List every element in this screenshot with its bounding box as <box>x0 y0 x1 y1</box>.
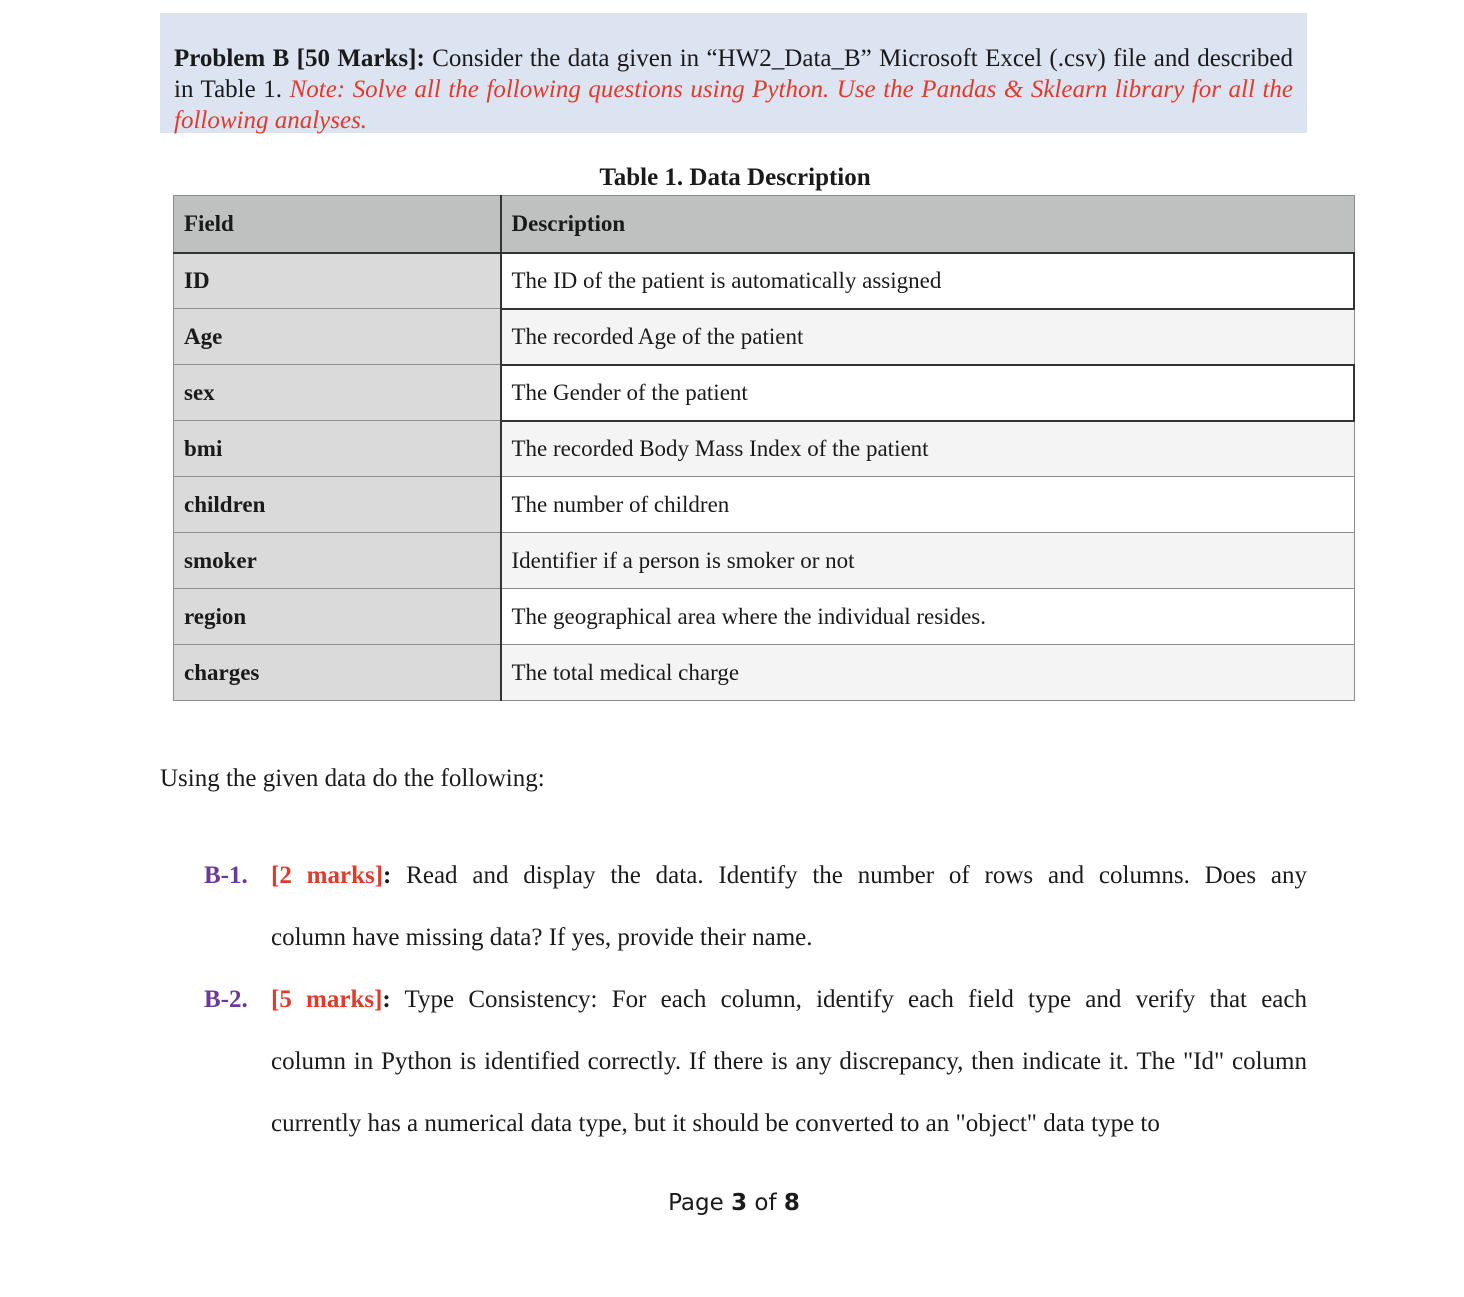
description-cell: The geographical area where the individual resides. <box>501 589 1355 645</box>
table-row <box>174 365 1355 421</box>
problem-title: Problem B [50 Marks]: <box>174 45 425 72</box>
table-header-row <box>174 196 1355 253</box>
table-row <box>174 645 1355 701</box>
instructions-lead: Using the given data do the following: <box>160 765 545 792</box>
question-marks: [2 marks] <box>271 862 384 889</box>
problem-intro <box>160 13 1307 133</box>
table-row <box>174 477 1355 533</box>
of-word: of <box>754 1190 777 1216</box>
data-description-table <box>173 195 1355 701</box>
question-marks: [5 marks] <box>271 986 383 1013</box>
table-caption: Table 1. Data Description <box>599 164 871 191</box>
question-first-line <box>271 969 1307 1031</box>
field-cell: charges <box>174 645 501 701</box>
header-description: Description <box>501 196 1355 253</box>
question-number: B-2. <box>204 986 248 1013</box>
question-text-rest: column in Python is identified correctly. If there is any discrepancy, then indicate it. The "Id" column currently has a numerical data type, but it should be converted to an "object" data type to <box>271 1048 1307 1137</box>
field-cell: region <box>174 589 501 645</box>
field-cell: children <box>174 477 501 533</box>
question-body <box>271 969 1307 1155</box>
description-cell: The recorded Age of the patient <box>501 309 1355 365</box>
total-pages: 8 <box>783 1190 800 1216</box>
page-word: Page <box>668 1190 724 1216</box>
question-colon: : <box>383 862 392 889</box>
description-cell: The Gender of the patient <box>501 365 1355 421</box>
header-field: Field <box>174 196 501 253</box>
question-colon: : <box>382 986 391 1013</box>
table-row <box>174 421 1355 477</box>
field-cell: smoker <box>174 533 501 589</box>
table-row <box>174 253 1355 309</box>
problem-note: Note: Solve all the following questions using Python. Use the Pandas & Sklearn library for all the following analyses. <box>174 76 1293 134</box>
description-cell: The total medical charge <box>501 645 1355 701</box>
table-row <box>174 309 1355 365</box>
question-b1 <box>204 845 1307 969</box>
description-cell: Identifier if a person is smoker or not <box>501 533 1355 589</box>
question-body <box>271 845 1307 969</box>
description-cell: The number of children <box>501 477 1355 533</box>
table-row <box>174 589 1355 645</box>
page-footer <box>0 1190 1464 1216</box>
field-cell: sex <box>174 365 501 421</box>
field-cell: bmi <box>174 421 501 477</box>
description-cell: The recorded Body Mass Index of the patient <box>501 421 1355 477</box>
question-text-rest: column have missing data? If yes, provide their name. <box>271 924 813 951</box>
question-text-line1: Type Consistency: For each column, identify each field type and verify that each <box>390 986 1307 1013</box>
problem-text: Consider the data given in “HW2_Data_B” Microsoft Excel (.csv) file and described in Table 1. <box>174 45 1293 103</box>
question-text-line1: Read and display the data. Identify the number of rows and columns. Does any <box>391 862 1307 889</box>
question-b2 <box>204 969 1307 1155</box>
field-cell: ID <box>174 253 501 309</box>
table-row <box>174 533 1355 589</box>
question-first-line <box>271 845 1307 907</box>
page-number: 3 <box>731 1190 748 1216</box>
description-cell: The ID of the patient is automatically assigned <box>501 253 1355 309</box>
field-cell: Age <box>174 309 501 365</box>
question-number: B-1. <box>204 862 248 889</box>
